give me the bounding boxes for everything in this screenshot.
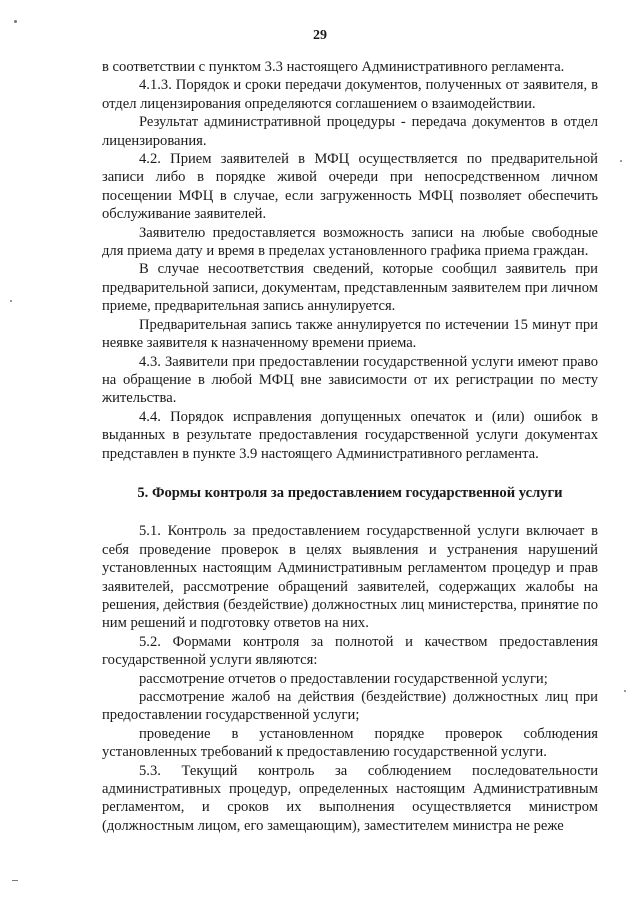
paragraph: 4.4. Порядок исправления допущенных опечаток и (или) ошибок в выданных в результате предоставления государственной услуги документах представлен в пункте 3.9 настоящего Административного регламента. xyxy=(102,408,598,462)
paragraph: В случае несоответствия сведений, которые сообщил заявитель при предварительной записи, документам, представленным заявителем при личном приеме, предварительная запись аннулируется. xyxy=(102,261,598,315)
paragraph: 5.3. Текущий контроль за соблюдением последовательности административных процедур, определенных настоящим Административным регламентом, и сроков их выполнения осуществляется министром (должностным лицом, его замещающим), заместителем министра не реже xyxy=(102,762,598,834)
scan-speck xyxy=(12,880,18,881)
document-body xyxy=(102,58,598,835)
paragraph: Результат административной процедуры - передача документов в отдел лицензирования. xyxy=(102,114,598,149)
scan-speck xyxy=(624,690,626,692)
scan-speck xyxy=(10,300,12,302)
paragraph: Предварительная запись также аннулируется по истечении 15 минут при неявке заявителя к назначенному времени приема. xyxy=(102,316,598,352)
paragraph: 4.2. Прием заявителей в МФЦ осуществляется по предварительной записи либо в порядке живой очереди при непосредственном личном посещении МФЦ в случае, если загруженность МФЦ позволяет обеспечить обслуживание заявителей. xyxy=(102,151,598,223)
scan-speck xyxy=(14,20,17,23)
paragraph: 5.1. Контроль за предоставлением государственной услуги включает в себя проведение проверок в целях выявления и устранения нарушений установленных настоящим Административным регламентом процедур и прав заявителей, рассмотрение обращений заявителей, содержащих жалобы на решения, действия (бездействие) должностных лиц министерства, принятие по ним решений и подготовку ответов на них. xyxy=(102,523,598,632)
paragraph: Заявителю предоставляется возможность записи на любые свободные для приема дату и время в пределах установленного графика приема граждан. xyxy=(102,224,598,260)
scan-speck xyxy=(620,160,622,162)
page-number: 29 xyxy=(313,28,327,43)
paragraph: 4.3. Заявители при предоставлении государственной услуги имеют право на обращение в любой МФЦ вне зависимости от их регистрации по месту жительства. xyxy=(102,353,598,407)
paragraph: 5.2. Формами контроля за полнотой и качеством предоставления государственной услуги являются: xyxy=(102,633,598,669)
list-item: рассмотрение жалоб на действия (бездействие) должностных лиц при предоставлении государственной услуги; xyxy=(102,689,598,724)
section-heading: 5. Формы контроля за предоставлением государственной услуги xyxy=(137,484,563,501)
list-item: рассмотрение отчетов о предоставлении государственной услуги; xyxy=(139,670,548,687)
paragraph: в соответствии с пунктом 3.3 настоящего Административного регламента. xyxy=(102,59,565,75)
list-item: проведение в установленном порядке проверок соблюдения установленных требований к предоставлению государственной услуги. xyxy=(102,725,598,761)
paragraph: 4.1.3. Порядок и сроки передачи документов, полученных от заявителя, в отдел лицензирования определяются соглашением о взаимодействии. xyxy=(102,77,598,112)
